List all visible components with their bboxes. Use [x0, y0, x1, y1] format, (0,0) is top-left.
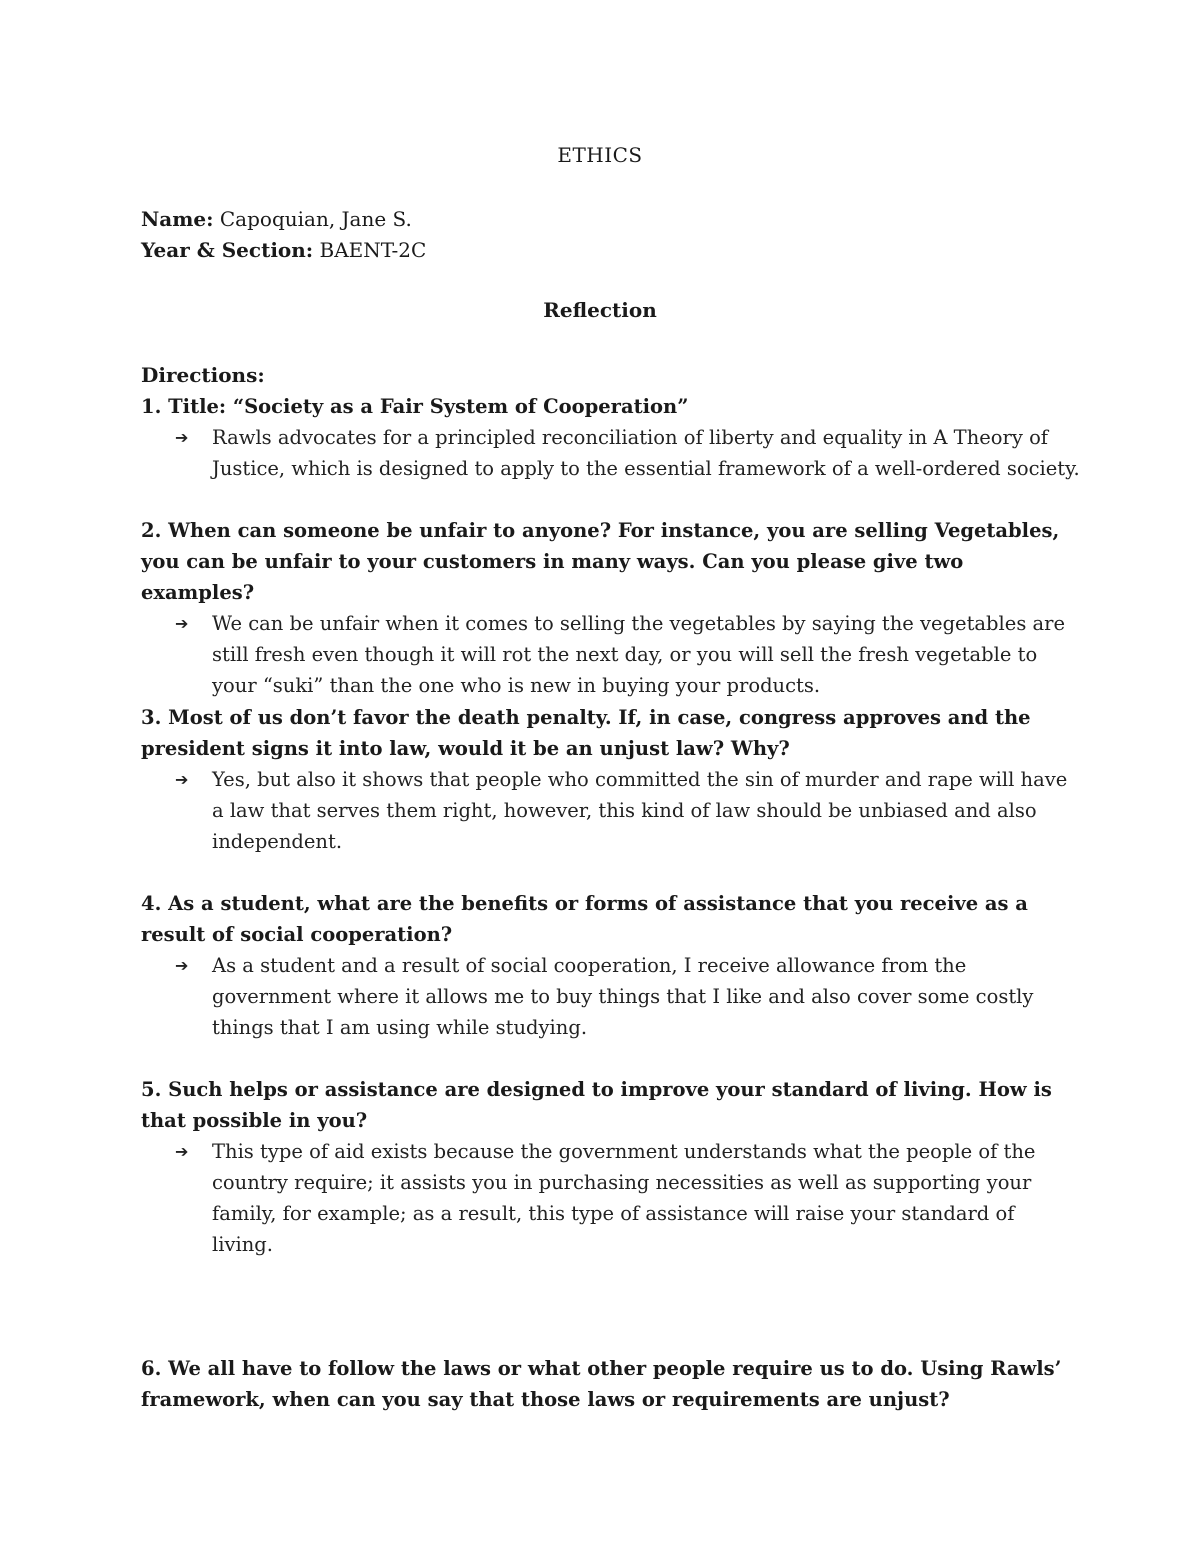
arrow-bullet-icon: ➔ — [175, 956, 189, 975]
answer-4 — [141, 950, 1081, 1043]
answer-1-text: Rawls advocates for a principled reconciliation of liberty and equality in A Theory of Justice, which is designed to apply to the essential framework of a well-ordered society. — [212, 426, 1080, 480]
answer-3 — [141, 764, 1081, 857]
question-3: 3. Most of us don’t favor the death penalty. If, in case, congress approves and the president signs it into law, would it be an unjust law? Why? — [141, 706, 1031, 760]
answer-4-text: As a student and a result of social cooperation, I receive allowance from the government where it allows me to buy things that I like and also cover some costly things that I am using while studying. — [212, 954, 1034, 1039]
answer-2-text: We can be unfair when it comes to selling the vegetables by saying the vegetables are still fresh even though it will rot the next day, or you will sell the fresh vegetable to your “suki” than the one who is new in buying your products. — [212, 612, 1066, 697]
arrow-bullet-icon: ➔ — [175, 614, 189, 633]
section-heading: Reflection — [543, 298, 657, 322]
arrow-bullet-icon: ➔ — [175, 1142, 189, 1161]
question-block-6 — [141, 1353, 1081, 1415]
year-section-label: Year & Section: — [141, 238, 314, 262]
directions-label: Directions: — [141, 363, 265, 387]
answer-5 — [141, 1136, 1081, 1260]
document-title: ETHICS — [557, 143, 643, 167]
question-block-3 — [141, 702, 1081, 857]
question-2: 2. When can someone be unfair to anyone? For instance, you are selling Vegetables, you can be unfair to your customers in many ways. Can you please give two examples? — [141, 519, 1060, 604]
question-block-2 — [141, 515, 1081, 701]
name-value: Capoquian, Jane S. — [213, 207, 412, 231]
question-block-1 — [141, 391, 1081, 484]
year-section-line — [141, 235, 426, 266]
question-block-5 — [141, 1074, 1081, 1260]
answer-1 — [141, 422, 1081, 484]
question-4: 4. As a student, what are the benefits or forms of assistance that you receive as a result of social cooperation? — [141, 892, 1028, 946]
name-label: Name: — [141, 207, 214, 231]
answer-3-text: Yes, but also it shows that people who committed the sin of murder and rape will have a law that serves them right, however, this kind of law should be unbiased and also independent. — [212, 768, 1068, 853]
arrow-bullet-icon: ➔ — [175, 770, 189, 789]
question-1: 1. Title: “Society as a Fair System of Cooperation” — [141, 395, 689, 418]
answer-5-text: This type of aid exists because the government understands what the people of the country require; it assists you in purchasing necessities as well as supporting your family, for example; as a result, this type of assistance will raise your standard of living. — [212, 1140, 1036, 1256]
name-line — [141, 204, 412, 235]
answer-2 — [141, 608, 1081, 701]
question-block-4 — [141, 888, 1081, 1043]
question-5: 5. Such helps or assistance are designed to improve your standard of living. How is that possible in you? — [141, 1078, 1052, 1132]
year-section-value: BAENT-2C — [313, 238, 427, 262]
question-6: 6. We all have to follow the laws or what other people require us to do. Using Rawls’ framework, when can you say that those laws or requirements are unjust? — [141, 1357, 1062, 1411]
arrow-bullet-icon: ➔ — [175, 428, 189, 447]
